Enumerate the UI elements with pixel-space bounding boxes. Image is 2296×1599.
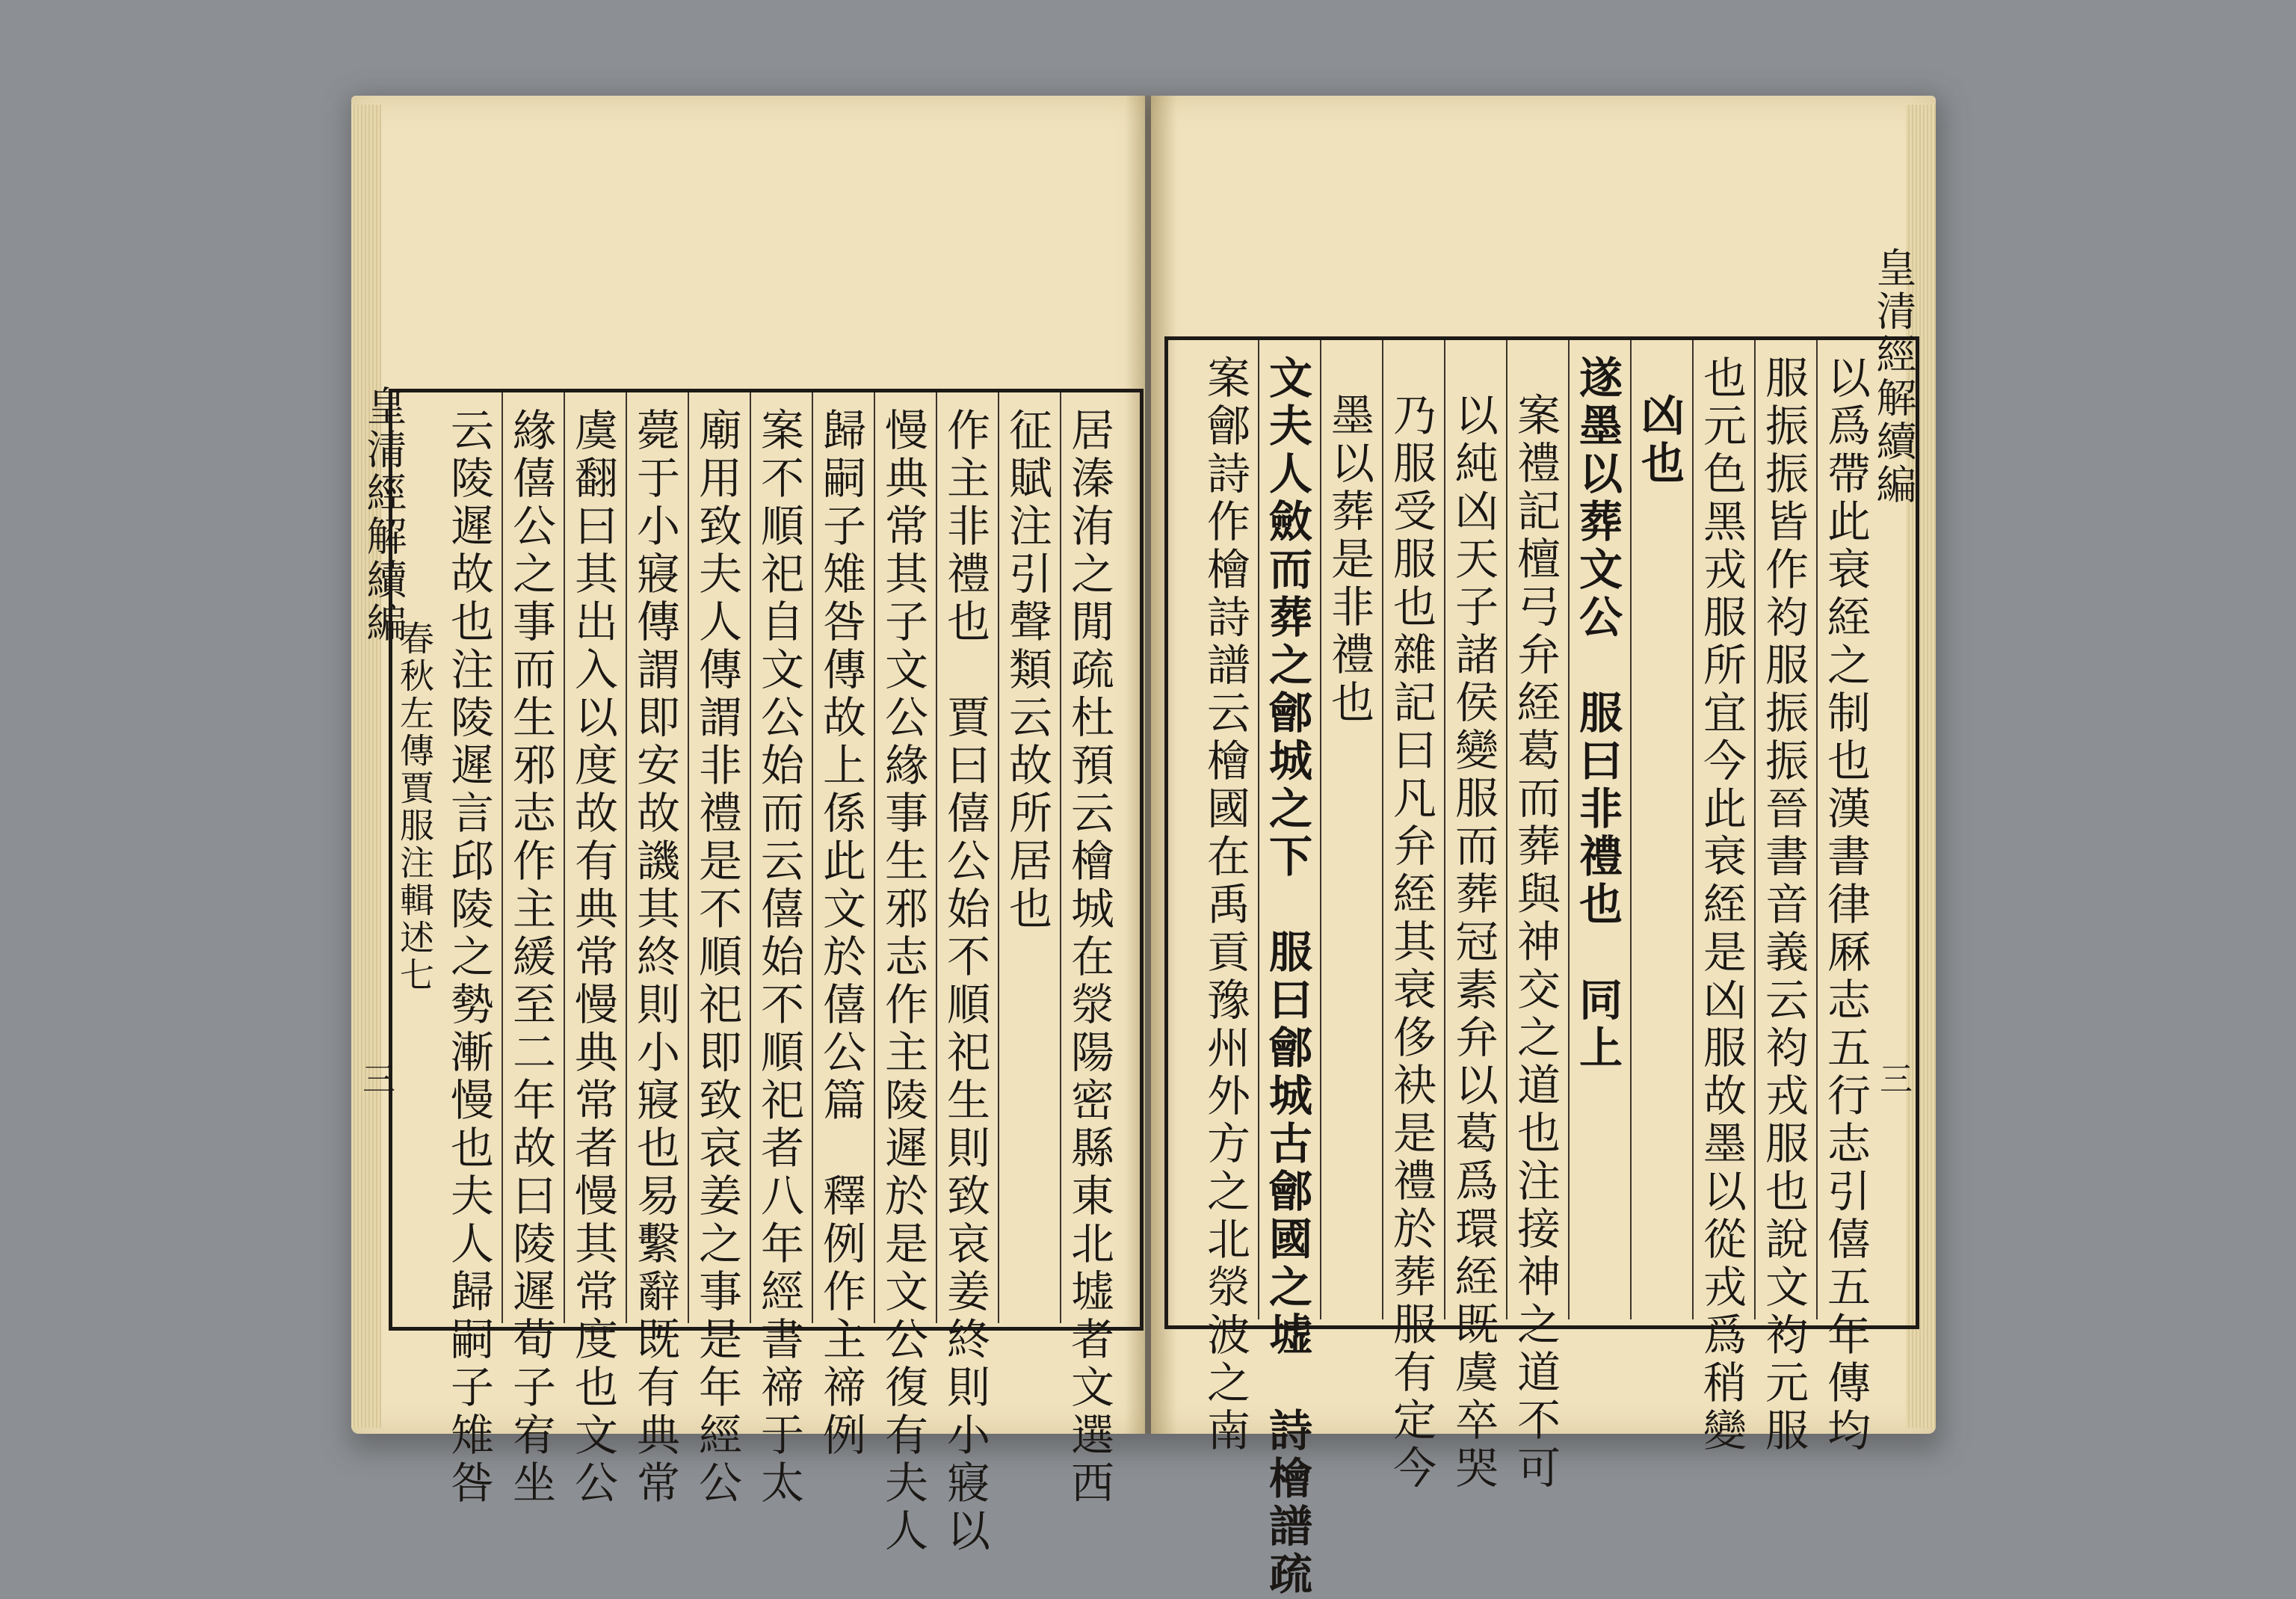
left-column-7: 廟用致夫人傳謂非禮是不順祀即致哀姜之事是年經公	[691, 407, 742, 1508]
left-margin-title: 皇清經解續編	[360, 385, 407, 645]
left-column-2: 征賦注引聲類云故所居也	[1002, 407, 1052, 934]
left-column-11: 云陵遲故也注陵遲言邱陵之勢漸慢也夫人歸嗣子雉咎	[443, 407, 494, 1508]
left-column-1: 居溱洧之閒疏杜預云檜城在滎陽密縣東北墟者文選西	[1064, 407, 1114, 1508]
column-rule	[1258, 340, 1259, 1319]
column-rule	[998, 392, 999, 1323]
left-column-3: 作主非禮也 賈曰僖公始不順祀生則致哀姜終則小寢以	[939, 407, 990, 1556]
column-rule	[502, 392, 503, 1323]
column-rule	[688, 392, 689, 1323]
left-column-5: 歸嗣子雉咎傳故上係此文於僖公篇 釋例作主禘例	[815, 407, 866, 1460]
right-column-2: 服振振皆作袀服振振晉書音義云袀戎服也說文袀元服	[1758, 355, 1809, 1455]
left-column-10: 緣僖公之事而生邪志作主緩至二年故曰陵遲荀子宥坐	[505, 407, 556, 1508]
column-rule	[1320, 340, 1321, 1319]
column-rule	[750, 392, 751, 1323]
column-rule	[936, 392, 937, 1323]
column-rule	[1060, 392, 1061, 1323]
right-column-9: 墨以葬是非禮也	[1324, 392, 1374, 727]
column-rule	[1568, 340, 1570, 1319]
right-page-number: 三	[1874, 1062, 1912, 1094]
right-margin-title: 皇清經解續編	[1870, 247, 1917, 507]
column-rule	[1506, 340, 1507, 1319]
column-rule	[626, 392, 627, 1323]
left-column-9: 虞翻曰其出入以度故有典常慢典常者慢其常度也文公	[567, 407, 618, 1508]
column-rule	[1444, 340, 1445, 1319]
column-rule	[1692, 340, 1694, 1319]
column-rule	[812, 392, 813, 1323]
right-column-4: 凶也	[1634, 392, 1685, 488]
left-column-6: 案不順祀自文公始而云僖始不順祀者八年經書禘于太	[753, 407, 804, 1508]
right-column-10: 文夫人斂而葬之鄶城之下 服曰鄶城古鄶國之墟 詩檜譜疏	[1262, 355, 1312, 1599]
left-column-8: 薨于小寢傳謂即安故譏其終則小寢也易繫辭既有典常	[629, 407, 680, 1508]
column-rule	[1382, 340, 1383, 1319]
right-column-6: 案禮記檀弓弁絰葛而葬與神交之道也注接神之道不可	[1510, 392, 1561, 1493]
left-page-edge	[351, 105, 381, 1428]
right-column-5: 遂墨以葬文公 服曰非禮也 同上	[1572, 355, 1623, 1073]
column-rule	[1816, 340, 1818, 1319]
right-column-1: 以爲帶此衰絰之制也漢書律厤志五行志引僖五年傳均	[1820, 355, 1871, 1455]
left-column-4: 慢典常其子文公緣事生邪志作主陵遲於是文公復有夫人	[877, 407, 928, 1556]
left-section-title: 春秋左傳賈服注輯述七	[395, 620, 435, 994]
column-rule	[564, 392, 565, 1323]
left-page-number: 三	[357, 1062, 395, 1094]
right-column-3: 也元色黑戎服所宜今此衰絰是凶服故墨以從戎爲稍變	[1696, 355, 1747, 1455]
column-rule	[1754, 340, 1756, 1319]
column-rule	[1630, 340, 1632, 1319]
right-column-7: 以純凶天子諸侯變服而葬冠素弁以葛爲環絰既虞卒哭	[1448, 392, 1499, 1493]
column-rule	[874, 392, 875, 1323]
right-column-11: 案鄶詩作檜詩譜云檜國在禹貢豫州外方之北滎波之南	[1200, 355, 1250, 1455]
right-column-8: 乃服受服也雜記曰凡弁絰其衰侈袂是禮於葬服有定今	[1386, 392, 1436, 1493]
